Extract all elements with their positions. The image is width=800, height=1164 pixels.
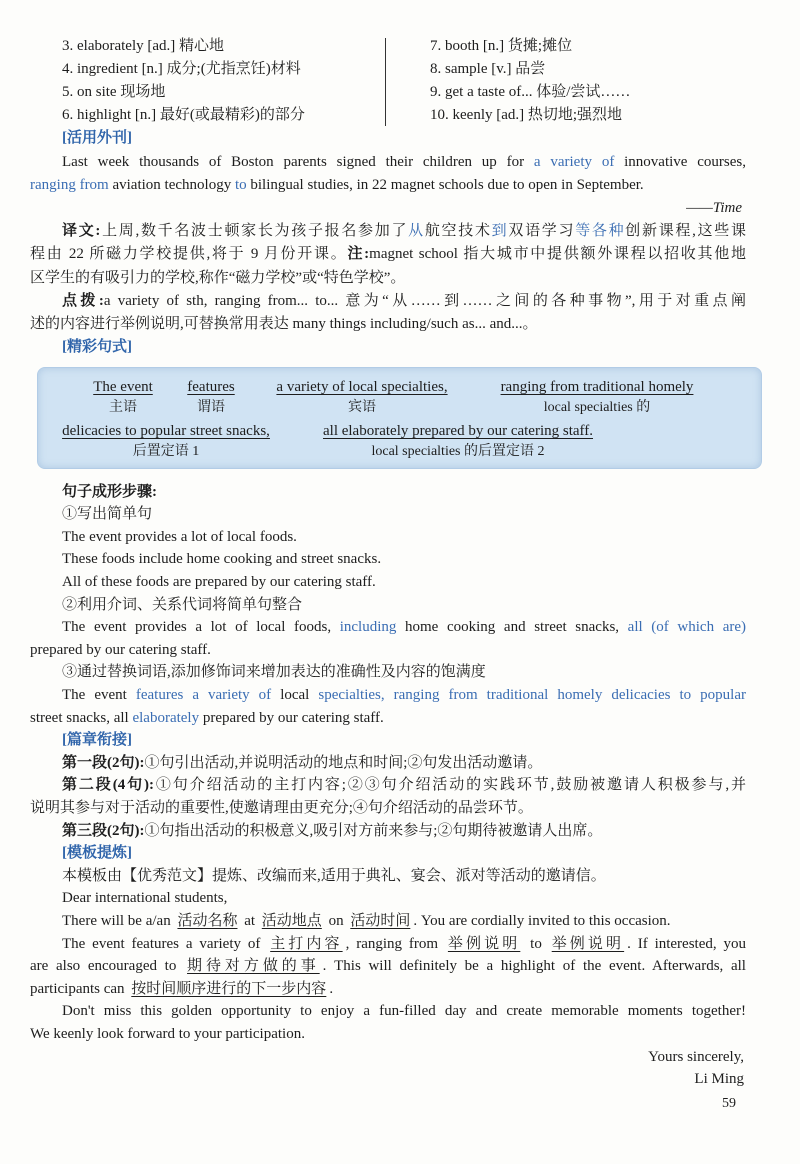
letter-signature: Li Ming <box>694 1071 744 1088</box>
text-run: features a variety of <box>135 687 272 704</box>
text-line <box>430 81 630 104</box>
text-run: All of these foods are prepared by our catering staff. <box>62 574 376 591</box>
sentence-part-label: 后置定语 1 <box>132 444 200 459</box>
text-run: local <box>271 687 319 704</box>
tip-paragraph <box>30 290 746 336</box>
text-run: 10. keenly [ad.] 热切地;强烈地 <box>430 107 623 124</box>
translation-paragraph <box>30 220 746 290</box>
text-run: bilingual studies, in 22 magnet schools due to open in September. <box>246 176 644 193</box>
fill-in-blank: 活动地点 <box>261 912 322 929</box>
text-run: . If interested, you <box>627 935 746 952</box>
sentence-part-label: local specialties 的后置定语 2 <box>371 444 545 459</box>
text-run: ①句引出活动,并说明活动的地点和时间;②句发出活动邀请。 <box>144 754 543 771</box>
text-run: prepared by our catering staff. <box>30 641 211 658</box>
text-run: These foods include home cooking and street snacks. <box>62 551 382 568</box>
text-line <box>30 910 746 933</box>
text-run: 3. elaborately [ad.] 精心地 <box>62 37 225 54</box>
text-line <box>30 707 746 730</box>
text-run: The event features a variety of <box>62 935 268 952</box>
text-line <box>30 933 746 956</box>
text-line <box>30 774 746 797</box>
text-run: participants can <box>30 980 129 997</box>
text-line <box>30 220 746 243</box>
text-run: . This will definitely be a highlight of the event. Afterwards, all <box>322 958 746 975</box>
text-run: specialties, <box>318 687 385 704</box>
lower-content <box>0 481 800 1091</box>
text-run: 5. on site 现场地 <box>62 83 166 100</box>
text-run: including <box>339 619 397 636</box>
fill-in-blank: 期待对方做的事 <box>187 958 320 975</box>
letter-body-3 <box>30 1000 746 1045</box>
sentence-part-label: 主语 <box>109 400 137 415</box>
sentence-part-modifier-2 <box>323 421 593 463</box>
formation-title: 句子成形步骤: <box>62 483 157 500</box>
text-run: ①句指出活动的积极意义,吸引对方前来参与;②句期待被邀请人出席。 <box>144 822 603 839</box>
text-run: There will be a/an <box>62 912 175 929</box>
text-line <box>30 151 746 174</box>
text-run: . You are cordially invited to this occasion. <box>413 912 671 929</box>
sentence-part-text: ranging from traditional homely <box>500 379 694 395</box>
text-run: aviation technology <box>108 176 235 193</box>
text-run: are also encouraged to <box>30 958 185 975</box>
text-run <box>385 687 394 703</box>
text-run: to <box>234 176 247 193</box>
text-run: The event <box>62 687 136 704</box>
text-run: ranging from traditional homely delicacies to popular <box>393 687 746 704</box>
text-run: 7. booth [n.] 货摊;摊位 <box>430 37 573 54</box>
text-run: 译文: <box>62 223 101 240</box>
text-run: 区学生的有吸引力的学校,称作“磁力学校”或“特色学校”。 <box>30 269 406 286</box>
text-line <box>30 684 746 707</box>
fill-in-blank: 活动时间 <box>350 912 411 929</box>
text-run: 航空技术 <box>424 223 492 240</box>
fill-in-blank: 主打内容 <box>270 935 343 952</box>
text-line <box>430 35 630 58</box>
text-run: at <box>240 912 259 929</box>
text-run: The event provides a lot of local foods, <box>62 619 340 636</box>
sentence-part-text: The event <box>93 379 153 395</box>
simple-sentences <box>0 526 800 594</box>
text-run: home cooking and street snacks, <box>396 619 628 636</box>
text-run: 到 <box>491 223 509 240</box>
fill-in-blank: 举例说明 <box>447 935 521 952</box>
text-run: 第三段(2句): <box>62 822 145 839</box>
text-run: a variety of sth, ranging from... to... 意为“从……到……之间的各种事物”,用于对重点阐 <box>103 292 746 309</box>
text-run: elaborately <box>132 709 200 726</box>
text-line <box>62 104 305 127</box>
text-run: 4. ingredient [n.] 成分;(尤指烹饪)材料 <box>62 60 301 77</box>
column-divider <box>385 38 386 126</box>
text-run: 双语学习 <box>508 223 576 240</box>
text-run: 述的内容进行举例说明,可替换常用表达 many things including/such as... and...。 <box>30 315 538 332</box>
text-line <box>30 1023 746 1046</box>
text-line <box>30 820 746 843</box>
sentence-part-predicate <box>187 377 234 419</box>
text-run: 点拨: <box>62 292 104 309</box>
upper-content <box>0 35 800 360</box>
section-heading-sentence: [精彩句式] <box>62 339 132 356</box>
text-line <box>30 797 746 820</box>
structure-paragraph-1 <box>30 752 746 775</box>
text-run: innovative courses, <box>614 153 746 170</box>
text-run: 上周,数千名波士顿家长为孩子报名参加了 <box>100 223 409 240</box>
text-line <box>0 571 800 594</box>
letter-greeting: Dear international students, <box>62 890 228 907</box>
sentence-analysis-box <box>37 367 762 469</box>
text-line <box>30 955 746 978</box>
fill-in-blank: 举例说明 <box>551 935 625 952</box>
text-line <box>30 752 746 775</box>
sentence-part-text: a variety of local specialties, <box>276 379 448 395</box>
sentence-part-label: local specialties 的 <box>543 400 651 415</box>
text-line <box>30 313 746 336</box>
text-line <box>30 978 746 1001</box>
text-line <box>30 243 746 266</box>
text-line <box>30 639 746 662</box>
sentence-part-text: features <box>187 379 235 395</box>
text-run: 9. get a taste of... 体验/尝试…… <box>430 83 631 100</box>
text-line <box>30 1000 746 1023</box>
letter-closing: Yours sincerely, <box>648 1048 744 1065</box>
fill-in-blank: 活动名称 <box>177 912 238 929</box>
sentence-part-label: 宾语 <box>348 400 376 415</box>
text-run: . <box>329 980 334 997</box>
sentence-part-text: all elaborately prepared by our catering staff. <box>322 423 594 439</box>
fill-in-blank: 按时间顺序进行的下一步内容 <box>131 980 327 997</box>
text-run: magnet school 指大城市中提供额外课程以招收其他地 <box>369 246 746 263</box>
text-run: all (of which are) <box>627 619 746 636</box>
text-run: 说明其参与对于活动的重要性,使邀请理由更充分;④句介绍活动的品尝环节。 <box>30 800 533 816</box>
section-heading-structure: [篇章衔接] <box>62 732 132 749</box>
section-heading-template: [模板提炼] <box>62 845 132 862</box>
letter-body-2 <box>30 933 746 1001</box>
sentence-part-object <box>276 377 447 419</box>
sentence-part-modifier-start <box>501 377 694 419</box>
excerpt-paragraph <box>30 151 746 197</box>
text-run: ranging from <box>30 176 109 193</box>
letter-body-1 <box>30 910 746 933</box>
text-run: street snacks, all <box>30 709 133 726</box>
text-line <box>430 58 630 81</box>
text-run: 第一段(2句): <box>62 754 145 771</box>
text-run: a variety of <box>533 153 615 170</box>
text-line <box>30 290 746 313</box>
text-run: 8. sample [v.] 品尝 <box>430 60 546 77</box>
vocab-column-right <box>430 35 630 128</box>
structure-paragraph-3 <box>30 820 746 843</box>
text-run: 从 <box>408 223 425 240</box>
text-run: 等各种 <box>575 223 626 240</box>
text-run: 创新课程,这些课 <box>625 223 746 240</box>
page-number: 59 <box>722 1096 736 1111</box>
text-run: prepared by our catering staff. <box>199 709 384 726</box>
text-line <box>62 81 305 104</box>
sentence-part-modifier-1 <box>62 421 270 463</box>
text-run: on <box>324 912 348 929</box>
vocab-column-left <box>62 35 305 128</box>
text-line <box>30 267 746 290</box>
text-run: ①句介绍活动的主打内容;②③句介绍活动的实践环节,鼓励被邀请人积极参与,并 <box>154 777 746 794</box>
text-run: 第二段(4句): <box>62 777 154 794</box>
structure-paragraph-2 <box>30 774 746 819</box>
text-line <box>62 58 305 81</box>
vocab-list <box>0 35 800 128</box>
sentence-part-label: 谓语 <box>197 400 225 415</box>
excerpt-source: ——Time <box>686 199 742 216</box>
step2-paragraph <box>30 616 746 661</box>
text-run: Last week thousands of Boston parents signed their children up for <box>62 153 534 170</box>
step1-label: ①写出简单句 <box>62 506 153 523</box>
sentence-part-text: delicacies to popular street snacks, <box>62 423 270 439</box>
step2-label: ②利用介词、关系代词将简单句整合 <box>62 596 303 613</box>
text-run: 程由 22 所磁力学校提供,将于 9 月份开课。 <box>30 246 348 263</box>
text-line <box>0 526 800 549</box>
text-line <box>62 35 305 58</box>
text-run: We keenly look forward to your participation. <box>30 1025 305 1042</box>
text-run: The event provides a lot of local foods. <box>62 528 297 545</box>
text-line <box>0 548 800 571</box>
text-run: to <box>523 935 549 952</box>
section-heading-reading: [活用外刊] <box>62 130 132 147</box>
text-run: , ranging from <box>345 935 445 952</box>
template-intro: 本模板由【优秀范文】提炼、改编而来,适用于典礼、宴会、派对等活动的邀请信。 <box>62 867 606 884</box>
text-run: 注: <box>347 246 370 263</box>
sentence-part-subject <box>93 377 153 419</box>
text-line <box>430 104 630 127</box>
text-line <box>30 616 746 639</box>
step3-label: ③通过替换词语,添加修饰词来增加表达的准确性及内容的饱满度 <box>62 664 486 681</box>
step3-paragraph <box>30 684 746 729</box>
text-run: 6. highlight [n.] 最好(或最精彩)的部分 <box>62 107 305 124</box>
text-line <box>30 174 746 197</box>
text-run: Don't miss this golden opportunity to enjoy a fun-filled day and create memorable moments together! <box>62 1003 746 1020</box>
